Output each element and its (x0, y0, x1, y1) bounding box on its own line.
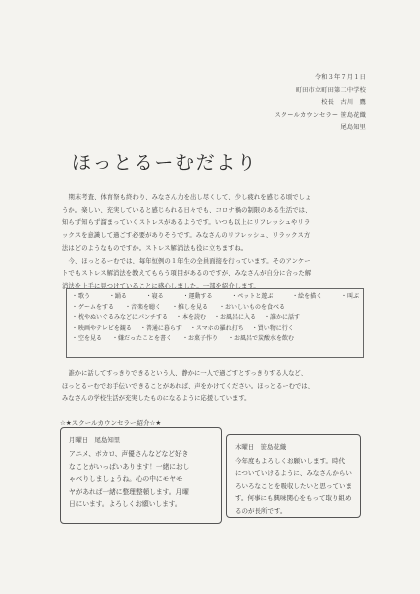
activity-item: ・嫌だったことを書く (112, 335, 173, 342)
card-title: 月曜日 尾島知里 (69, 436, 121, 444)
card-line: ヤがあれば一緒に整理整頓します。月曜 (69, 487, 189, 496)
closing-line: 誰かに話してすっきりできるという人、静かに一人で過ごすとすっきりする人など、 (68, 370, 308, 377)
card-line: なことがいっぱいあります！一緒におし (69, 462, 190, 471)
activity-item: ・お風呂に入る (214, 314, 257, 321)
activity-item: ・買い物に行く (251, 324, 294, 332)
card-line: 今年度もよろしくお願いします。時代 (235, 457, 345, 465)
activity-row (72, 292, 359, 303)
intro-line: 今、ほっとるーむでは、毎年恒例の１年生の全員面接を行っています。そのアンケー (68, 257, 311, 265)
activity-item: ・映画やテレビを観る (72, 324, 132, 332)
activity-item: ・お風呂で炭酸水を飲む (228, 335, 295, 342)
counselor-card-monday (60, 427, 222, 524)
activity-item: ・本を読む (176, 314, 207, 321)
intro-line: トでもストレス解消法を教えてもらう項目があるのですが、みなさんが自分に合った解 (62, 270, 312, 278)
activity-item: ・運動する (182, 293, 213, 300)
activity-row (72, 303, 359, 314)
activity-item: ・誰かに話す (264, 314, 301, 321)
intro-line: 期末考査、体育祭も終わり、みなさん力を出し尽くして、少し疲れを感じる頃でしょ (68, 194, 312, 201)
activity-item: ・推しを見る (172, 303, 209, 311)
counselor-card-thursday (226, 434, 361, 518)
stress-relief-list-box (66, 288, 364, 358)
activity-item: ・ゲームをする (72, 303, 115, 311)
intro-line: 消法を上手に見つけていることに感心しました。一部を紹介します。 (62, 282, 260, 290)
activity-row (72, 334, 359, 345)
second-counselor-name: 尾島知里 (340, 124, 366, 132)
card-line: す。何事にも興味関心をもって取り組め (235, 494, 352, 503)
intro-line: ックスを意識して過ごす必要がありそうです。みなさんのリフレッシュ、リラックス方 (62, 232, 311, 240)
activity-item: ・スマホの羅れ打ち (189, 324, 244, 332)
card-line: るのが長所です。 (235, 506, 287, 515)
activity-item: ・踊る (108, 293, 127, 300)
stress-relief-list (72, 292, 359, 345)
intro-text (62, 192, 362, 294)
counselor-intro-heading: ☆★スクールカウンセラー紹介☆★ (60, 419, 162, 427)
activity-row (72, 324, 359, 335)
school-name: 町田市立町田第二中学校 (295, 86, 366, 94)
activity-item: ・寝る (145, 293, 164, 300)
activity-row (72, 313, 359, 324)
activity-item: ・普通に暮らす (139, 324, 182, 332)
activity-item: ・ペットと遊ぶ (231, 293, 274, 300)
card-title: 木曜日 笹島花織 (235, 443, 287, 451)
closing-line: ほっとるーむでお手伝いできることがあれば、声をかけてください。ほっとるーむでは、 (62, 382, 314, 390)
card-line: ろいろなことを吸収したいと思っていま (235, 481, 352, 490)
card-body (235, 455, 354, 517)
card-line: アニメ、ボカロ、声優さんなどなど好き (69, 450, 189, 458)
card-line: 日にいます。よろしくお願いします。 (69, 500, 182, 509)
intro-line: 法はどのようなものですか。ストレス解消法も役に立ちますね。 (62, 244, 248, 252)
intro-line: 知らず知らず溜まっていくストレスがあるようです。いつも以上にリフレッシュやリラ (62, 219, 311, 227)
principal-name: 校長 古川 鷹 (321, 99, 366, 107)
activity-item: ・空を見る (72, 335, 103, 342)
card-line: ゃべりしましょうね。心の中にモヤモ (69, 475, 183, 484)
activity-item: ・音楽を聴く (125, 303, 162, 311)
activity-item: ・おいしいものを食べる (219, 303, 286, 311)
issue-date: 令和３年７月１日 (314, 74, 366, 81)
activity-item: ・絵を描く (292, 293, 323, 300)
card-line: についていけるように、みなさんからい (235, 469, 352, 478)
activity-item: ・枕やぬいぐるみなどにパンチする (72, 314, 169, 321)
newsletter-title: ほっとるーむだより (72, 152, 258, 174)
activity-item: ・お菓子作り (182, 335, 219, 342)
closing-line: みなさんの学校生活が充実したものになるように応援しています。 (62, 395, 251, 403)
closing-text (62, 368, 362, 406)
activity-item: ・歌う (72, 293, 91, 300)
activity-item: ・叫ぶ (340, 293, 359, 300)
intro-line: うか。楽しい、充実していると感じられる日々でも、コロナ禍の制限のある生活では、 (62, 206, 312, 214)
card-body (69, 448, 215, 511)
header-block (275, 72, 366, 135)
counselor-name: スクールカウンセラー 笹島花織 (274, 111, 366, 119)
